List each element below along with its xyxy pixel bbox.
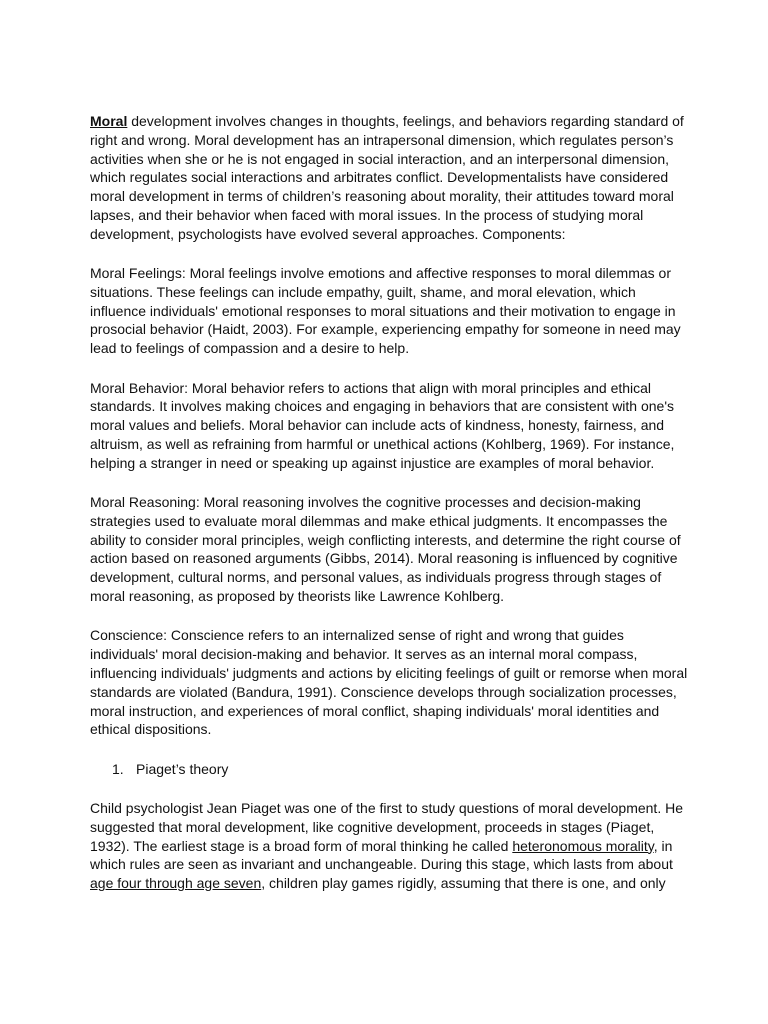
document-page xyxy=(90,112,690,913)
list-number: 1. xyxy=(112,760,124,777)
piaget-text-2: , in which rules are seen as invariant and unchangeable. During this stage, which lasts from about xyxy=(90,837,673,873)
heteronomous-morality-link[interactable]: heteronomous morality xyxy=(512,837,654,854)
moral-behavior-paragraph: Moral Behavior: Moral behavior refers to actions that align with moral principles and ethical standards. It involves making choices and engaging in behaviors that are consistent with one's moral values and beliefs. Moral behavior can include acts of kindness, honesty, fairness, and altruism, as well as refraining from harmful or unethical actions (Kohlberg, 1969). For instance, helping a stranger in need or speaking up against injustice are examples of moral behavior. xyxy=(90,379,675,471)
list-label: Piaget’s theory xyxy=(136,760,229,777)
intro-lead-word: Moral xyxy=(90,113,128,129)
intro-text: development involves changes in thoughts, feelings, and behaviors regarding standard of right and wrong. Moral development has an intrapersonal dimension, which regulates person’s activities when she or he is not engaged in social interaction, and an interpersonal dimension, which regulates social interactions and arbitrates conflict. Developmentalists have considered moral development in terms of children’s reasoning about morality, their attitudes toward moral lapses, and their behavior when faced with moral issues. In the process of studying moral development, psychologists have evolved several approaches. Components: xyxy=(90,113,684,242)
piaget-text-3: , children play games rigidly, assuming that there is one, and only xyxy=(261,875,666,892)
age-range-link[interactable]: age four through age seven xyxy=(90,875,262,892)
intro-paragraph xyxy=(90,112,690,244)
moral-reasoning-paragraph: Moral Reasoning: Moral reasoning involves the cognitive processes and decision-making strategies used to evaluate moral dilemmas and make ethical judgments. It encompasses the ability to consider moral principles, weigh conflicting interests, and determine the right course of action based on reasoned arguments (Gibbs, 2014). Moral reasoning is influenced by cognitive development, cultural norms, and personal values, as individuals progress through stages of moral reasoning, as proposed by theorists like Lawrence Kohlberg. xyxy=(90,494,681,605)
piaget-text-1: Child psychologist Jean Piaget was one of the first to study questions of moral development. He suggested that moral development, like cognitive development, proceeds in stages (Piaget, 1932). The earliest stage is a broad form of moral thinking he called xyxy=(90,799,683,854)
piaget-paragraph xyxy=(90,799,690,893)
moral-feelings-paragraph: Moral Feelings: Moral feelings involve emotions and affective responses to moral dilemmas or situations. These feelings can include empathy, guilt, shame, and moral elevation, which influence individuals' emotional responses to moral situations and their motivation to engage in prosocial behavior (Haidt, 2003). For example, experiencing empathy for someone in need may lead to feelings of compassion and a desire to help. xyxy=(90,265,681,357)
conscience-paragraph: Conscience: Conscience refers to an internalized sense of right and wrong that guides individuals' moral decision-making and behavior. It serves as an internal moral compass, influencing individuals' judgments and actions by eliciting feelings of guilt or remorse when moral standards are violated (Bandura, 1991). Conscience develops through socialization processes, moral instruction, and experiences of moral conflict, shaping individuals' moral identities and ethical dispositions. xyxy=(90,627,688,738)
list-item-piaget xyxy=(90,760,690,779)
